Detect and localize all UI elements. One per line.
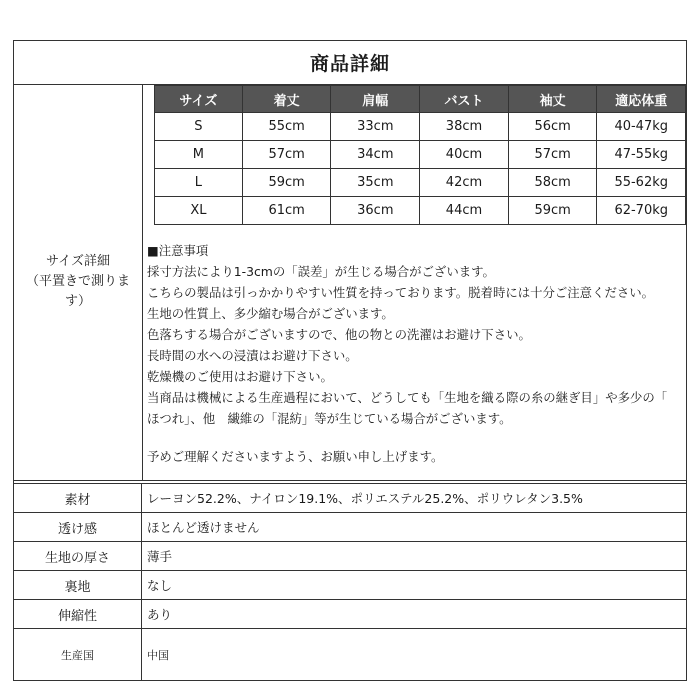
cell-sleeve: 56cm [508,113,597,141]
spec-table [14,484,686,680]
cell-weight: 62-70kg [597,197,686,225]
spec-row-thickness [14,542,686,571]
size-detail-label [14,84,143,480]
spec-value: レーヨン52.2%、ナイロン19.1%、ポリエステル25.2%、ポリウレタン3.5% [147,491,583,506]
spec-value: ほとんど透けません [147,520,260,535]
page-title: 商品詳細 [14,41,686,85]
size-detail-label-line3: す） [64,294,91,309]
spec-key: 伸縮性 [14,600,142,628]
spec-key: 生地の厚さ [14,542,142,570]
header-weight: 適応体重 [597,86,686,113]
cell-length: 57cm [242,141,331,169]
cell-size: L [155,169,243,197]
cell-bust: 44cm [420,197,509,225]
table-row [155,169,686,197]
note-line: 色落ちする場合がございますので、他の物との洗濯はお避け下さい。 [147,327,531,342]
header-size: サイズ [155,86,243,113]
product-detail-sheet [13,40,687,681]
header-shoulder: 肩幅 [331,86,420,113]
header-sleeve: 袖丈 [508,86,597,113]
cell-bust: 42cm [420,169,509,197]
cell-length: 61cm [242,197,331,225]
note-line: こちらの製品は引っかかりやすい性質を持っております。脱着時には十分ご注意ください。 [147,285,655,300]
spec-value: 薄手 [147,549,173,564]
caution-notes [147,240,687,467]
cell-shoulder: 34cm [331,141,420,169]
cell-length: 55cm [242,113,331,141]
cell-sleeve: 58cm [508,169,597,197]
notes-closing: 予めご理解くださいますよう、お願い申し上げます。 [147,449,444,464]
cell-weight: 40-47kg [597,113,686,141]
size-table-header [155,86,686,113]
cell-size: M [155,141,243,169]
spec-row-transparency [14,513,686,542]
cell-weight: 55-62kg [597,169,686,197]
note-line: 乾燥機のご使用はお避け下さい。 [147,369,333,384]
note-line: 長時間の水への浸漬はお避け下さい。 [147,348,358,363]
spec-value: あり [147,607,173,622]
cell-size: XL [155,197,243,225]
spec-row-lining [14,571,686,600]
spec-key: 素材 [14,484,142,512]
table-row [155,197,686,225]
spec-value: 中国 [147,648,169,662]
table-row [155,113,686,141]
cell-sleeve: 57cm [508,141,597,169]
header-length: 着丈 [242,86,331,113]
cell-weight: 47-55kg [597,141,686,169]
table-row [155,141,686,169]
spec-row-stretch [14,600,686,629]
cell-shoulder: 35cm [331,169,420,197]
spec-key: 透け感 [14,513,142,541]
size-detail-label-line1: サイズ詳細 [46,254,110,269]
cell-bust: 38cm [420,113,509,141]
note-line: 生地の性質上、多少縮む場合がございます。 [147,306,394,321]
spec-row-material [14,484,686,513]
size-detail-label-line2: （平置きで測りま [25,274,130,289]
notes-heading: ■注意事項 [147,243,209,258]
spec-value: なし [147,578,173,593]
note-line: ほつれ」、他 繊維の「混紡」等が生じている場合がございます。 [147,411,512,426]
note-line: 当商品は機械による生産過程において、どうしても「生地を織る際の糸の継ぎ目」や多少の「 [147,390,668,405]
cell-bust: 40cm [420,141,509,169]
spec-key: 裏地 [14,571,142,599]
cell-shoulder: 36cm [331,197,420,225]
cell-sleeve: 59cm [508,197,597,225]
header-bust: バスト [420,86,509,113]
size-table [154,85,686,225]
spec-row-origin [14,629,686,680]
spec-key: 生産国 [14,629,142,680]
note-line: 採寸方法により1-3cmの「誤差」が生じる場合がございます。 [147,264,495,279]
cell-shoulder: 33cm [331,113,420,141]
cell-size: S [155,113,243,141]
notes-spacer [147,429,687,446]
cell-length: 59cm [242,169,331,197]
